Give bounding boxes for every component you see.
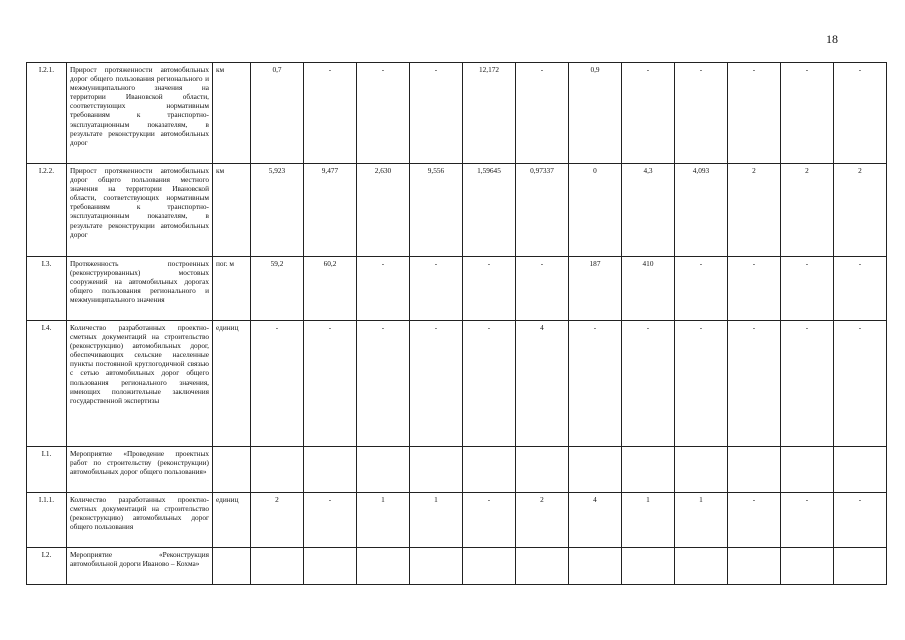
row-number: I.1. bbox=[27, 447, 67, 493]
value-cell: 1 bbox=[622, 493, 675, 548]
value-cell: 4,093 bbox=[675, 164, 728, 257]
value-cell: - bbox=[781, 493, 834, 548]
value-cell: - bbox=[781, 321, 834, 447]
value-cell bbox=[304, 447, 357, 493]
value-cell: - bbox=[357, 321, 410, 447]
value-cell: - bbox=[781, 63, 834, 164]
value-cell: - bbox=[834, 493, 887, 548]
indicator-name: Количество разработанных проектно-сметных документаций на строительство (реконструкцию) автомобильных дорог общего пользования bbox=[67, 493, 213, 548]
value-cell: - bbox=[463, 321, 516, 447]
indicator-name: Прирост протяженности автомобильных дорог общего пользования регионального и межмуниципального значения на территории Ивановской области, соответствующих нормативным требованиям к транспортно-эксплуатационным показателям, в результате реконструкции автомобильных дорог bbox=[67, 63, 213, 164]
value-cell: - bbox=[834, 321, 887, 447]
value-cell: 1,59645 bbox=[463, 164, 516, 257]
value-cell: 2,630 bbox=[357, 164, 410, 257]
value-cell bbox=[357, 548, 410, 585]
value-cell bbox=[834, 447, 887, 493]
value-cell: 9,477 bbox=[304, 164, 357, 257]
table-row bbox=[27, 63, 887, 164]
value-cell bbox=[516, 548, 569, 585]
value-cell: - bbox=[675, 257, 728, 321]
value-cell: 1 bbox=[675, 493, 728, 548]
value-cell: 4 bbox=[516, 321, 569, 447]
value-cell: - bbox=[463, 493, 516, 548]
value-cell: 59,2 bbox=[251, 257, 304, 321]
indicator-name: Количество разработанных проектно-сметных документаций на строительство (реконструкцию) автомобильных дорог, обеспечивающих сельские населенные пункты постоянной круглогодичной связью с сетью автомобильных дорог общего пользования регионального значения, имеющих положительные заключения государственной экспертизы bbox=[67, 321, 213, 447]
table-row bbox=[27, 447, 887, 493]
value-cell: - bbox=[675, 321, 728, 447]
value-cell: 0,9 bbox=[569, 63, 622, 164]
unit bbox=[213, 548, 251, 585]
value-cell bbox=[463, 548, 516, 585]
value-cell: - bbox=[728, 63, 781, 164]
value-cell bbox=[251, 447, 304, 493]
value-cell: 187 bbox=[569, 257, 622, 321]
row-number: I.3. bbox=[27, 257, 67, 321]
value-cell bbox=[675, 447, 728, 493]
value-cell: 5,923 bbox=[251, 164, 304, 257]
value-cell: - bbox=[516, 257, 569, 321]
value-cell: 2 bbox=[728, 164, 781, 257]
value-cell: - bbox=[834, 257, 887, 321]
value-cell: - bbox=[728, 493, 781, 548]
value-cell: - bbox=[463, 257, 516, 321]
value-cell: - bbox=[410, 257, 463, 321]
row-number: I.1.1. bbox=[27, 493, 67, 548]
value-cell bbox=[569, 447, 622, 493]
value-cell bbox=[569, 548, 622, 585]
row-number: I.4. bbox=[27, 321, 67, 447]
unit bbox=[213, 447, 251, 493]
table-body bbox=[27, 63, 887, 585]
table-row bbox=[27, 164, 887, 257]
value-cell bbox=[516, 447, 569, 493]
unit: км bbox=[213, 63, 251, 164]
value-cell: - bbox=[304, 63, 357, 164]
table-row bbox=[27, 548, 887, 585]
value-cell bbox=[410, 548, 463, 585]
value-cell bbox=[463, 447, 516, 493]
value-cell bbox=[781, 548, 834, 585]
value-cell bbox=[622, 447, 675, 493]
value-cell: 60,2 bbox=[304, 257, 357, 321]
value-cell bbox=[781, 447, 834, 493]
value-cell bbox=[622, 548, 675, 585]
row-number: I.2.2. bbox=[27, 164, 67, 257]
value-cell: 0,97337 bbox=[516, 164, 569, 257]
row-number: I.2. bbox=[27, 548, 67, 585]
value-cell: - bbox=[834, 63, 887, 164]
value-cell: - bbox=[304, 493, 357, 548]
value-cell: 2 bbox=[251, 493, 304, 548]
value-cell: - bbox=[251, 321, 304, 447]
value-cell: - bbox=[357, 257, 410, 321]
unit: единиц bbox=[213, 321, 251, 447]
indicator-name: Прирост протяженности автомобильных дорог общего пользования местного значения на территории Ивановской области, соответствующих нормативным требованиям к транспортно-эксплуатационным показателям, в результате реконструкции автомобильных дорог bbox=[67, 164, 213, 257]
value-cell: 0 bbox=[569, 164, 622, 257]
value-cell: 1 bbox=[357, 493, 410, 548]
unit: км bbox=[213, 164, 251, 257]
value-cell: - bbox=[410, 63, 463, 164]
value-cell: - bbox=[675, 63, 728, 164]
indicator-name: Мероприятие «Проведение проектных работ по строительству (реконструкции) автомобильных дорог общего пользования» bbox=[67, 447, 213, 493]
table-row bbox=[27, 321, 887, 447]
value-cell: 4,3 bbox=[622, 164, 675, 257]
table-row bbox=[27, 257, 887, 321]
value-cell bbox=[251, 548, 304, 585]
value-cell: 2 bbox=[516, 493, 569, 548]
value-cell bbox=[410, 447, 463, 493]
value-cell: - bbox=[781, 257, 834, 321]
value-cell bbox=[834, 548, 887, 585]
value-cell: - bbox=[516, 63, 569, 164]
unit: пог. м bbox=[213, 257, 251, 321]
indicator-name: Протяженность построенных (реконструированных) мостовых сооружений на автомобильных дорогах общего пользования регионального и межмуниципального значения bbox=[67, 257, 213, 321]
indicators-table bbox=[26, 62, 887, 585]
value-cell bbox=[675, 548, 728, 585]
value-cell: - bbox=[410, 321, 463, 447]
value-cell bbox=[728, 548, 781, 585]
value-cell: - bbox=[569, 321, 622, 447]
value-cell: - bbox=[728, 321, 781, 447]
value-cell: 410 bbox=[622, 257, 675, 321]
value-cell: - bbox=[357, 63, 410, 164]
value-cell bbox=[357, 447, 410, 493]
value-cell: 9,556 bbox=[410, 164, 463, 257]
value-cell: - bbox=[304, 321, 357, 447]
unit: единиц bbox=[213, 493, 251, 548]
value-cell bbox=[728, 447, 781, 493]
table-row bbox=[27, 493, 887, 548]
value-cell: 1 bbox=[410, 493, 463, 548]
page-number: 18 bbox=[826, 32, 838, 46]
value-cell: 12,172 bbox=[463, 63, 516, 164]
value-cell: 2 bbox=[834, 164, 887, 257]
value-cell bbox=[304, 548, 357, 585]
value-cell: 0,7 bbox=[251, 63, 304, 164]
value-cell: - bbox=[622, 321, 675, 447]
value-cell: 2 bbox=[781, 164, 834, 257]
indicator-name: Мероприятие «Реконструкция автомобильной дороги Иваново – Кохма» bbox=[67, 548, 213, 585]
value-cell: - bbox=[622, 63, 675, 164]
value-cell: - bbox=[728, 257, 781, 321]
row-number: I.2.1. bbox=[27, 63, 67, 164]
value-cell: 4 bbox=[569, 493, 622, 548]
